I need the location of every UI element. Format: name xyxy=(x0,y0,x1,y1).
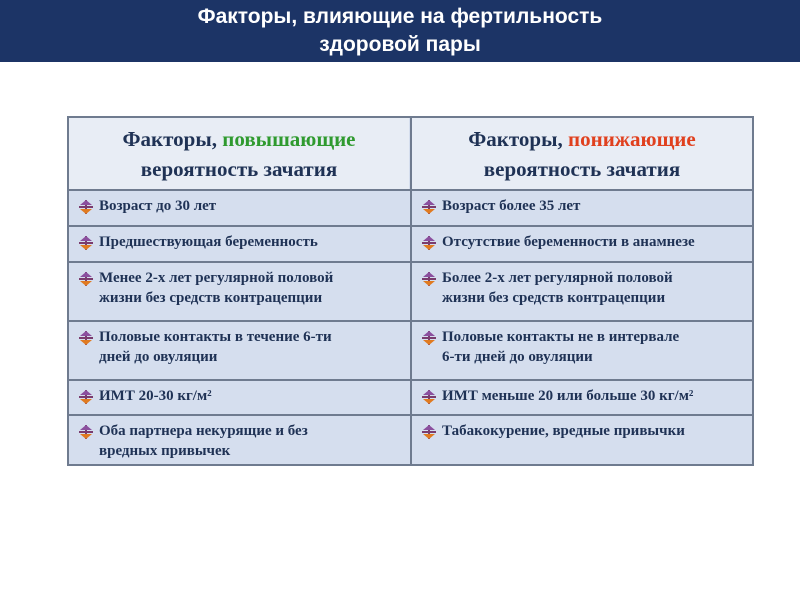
row-divider xyxy=(69,189,752,191)
increasing-factor-cell xyxy=(73,268,403,308)
row-divider xyxy=(69,379,752,381)
factor-text-line: Предшествующая беременность xyxy=(99,234,318,250)
row-divider xyxy=(69,261,752,263)
factor-text-line: Возраст до 30 лет xyxy=(99,198,217,214)
factor-text-line: Более 2-х лет регулярной половой xyxy=(442,270,673,286)
arrow-down-bullet-icon xyxy=(422,425,436,439)
increasing-factor-cell xyxy=(73,327,403,367)
arrow-down-bullet-icon xyxy=(422,236,436,250)
decreasing-factor-cell xyxy=(416,268,750,308)
factor-text-line: Оба партнера некурящие и без xyxy=(99,423,308,439)
header-decreasing-line2: вероятность зачатия xyxy=(483,157,681,181)
factor-text-line: жизни без средств контрацепции xyxy=(442,290,666,306)
header-increasing xyxy=(69,118,409,190)
header-increasing-line2: вероятность зачатия xyxy=(140,157,338,181)
arrow-down-bullet-icon xyxy=(79,200,93,214)
arrow-down-bullet-icon xyxy=(79,331,93,345)
slide-title-line2: здоровой пары xyxy=(319,33,481,56)
increasing-factor-cell xyxy=(73,232,403,252)
factor-text-line: Менее 2-х лет регулярной половой xyxy=(99,270,334,286)
header-increasing-highlight: повышающие xyxy=(222,127,356,151)
decreasing-factor-cell xyxy=(416,421,750,441)
factor-text-line: ИМТ меньше 20 или больше 30 кг/м² xyxy=(442,388,694,404)
factor-text-line: Половые контакты не в интервале xyxy=(442,329,680,345)
increasing-factor-cell xyxy=(73,386,403,406)
arrow-down-bullet-icon xyxy=(79,236,93,250)
row-divider xyxy=(69,414,752,416)
factors-table xyxy=(67,116,754,466)
slide-title-line1: Факторы, влияющие на фертильность xyxy=(197,5,603,28)
arrow-down-bullet-icon xyxy=(422,331,436,345)
header-increasing-word: Факторы, xyxy=(122,127,223,151)
factor-text-line: Табакокурение, вредные привычки xyxy=(442,423,685,439)
factor-text-line: жизни без средств контрацепции xyxy=(99,290,323,306)
factor-text-line: дней до овуляции xyxy=(99,349,218,365)
factor-text-line: ИМТ 20-30 кг/м² xyxy=(99,388,212,404)
factor-text-line: Половые контакты в течение 6-ти xyxy=(99,329,332,345)
decreasing-factor-cell xyxy=(416,327,750,367)
factor-text-line: Отсутствие беременности в анамнезе xyxy=(442,234,695,250)
header-decreasing xyxy=(412,118,752,190)
increasing-factor-cell xyxy=(73,196,403,216)
slide-title-bar xyxy=(0,0,800,62)
factor-text-line: вредных привычек xyxy=(99,443,231,459)
row-divider xyxy=(69,225,752,227)
header-decreasing-highlight: понижающие xyxy=(568,127,696,151)
arrow-down-bullet-icon xyxy=(79,425,93,439)
arrow-down-bullet-icon xyxy=(422,200,436,214)
arrow-down-bullet-icon xyxy=(422,390,436,404)
decreasing-factor-cell xyxy=(416,386,750,406)
factor-text-line: Возраст более 35 лет xyxy=(442,198,581,214)
decreasing-factor-cell xyxy=(416,232,750,252)
factor-text-line: 6-ти дней до овуляции xyxy=(442,349,593,365)
row-divider xyxy=(69,320,752,322)
arrow-down-bullet-icon xyxy=(79,390,93,404)
increasing-factor-cell xyxy=(73,421,403,461)
header-decreasing-word: Факторы, xyxy=(468,127,568,151)
decreasing-factor-cell xyxy=(416,196,750,216)
arrow-down-bullet-icon xyxy=(79,272,93,286)
arrow-down-bullet-icon xyxy=(422,272,436,286)
